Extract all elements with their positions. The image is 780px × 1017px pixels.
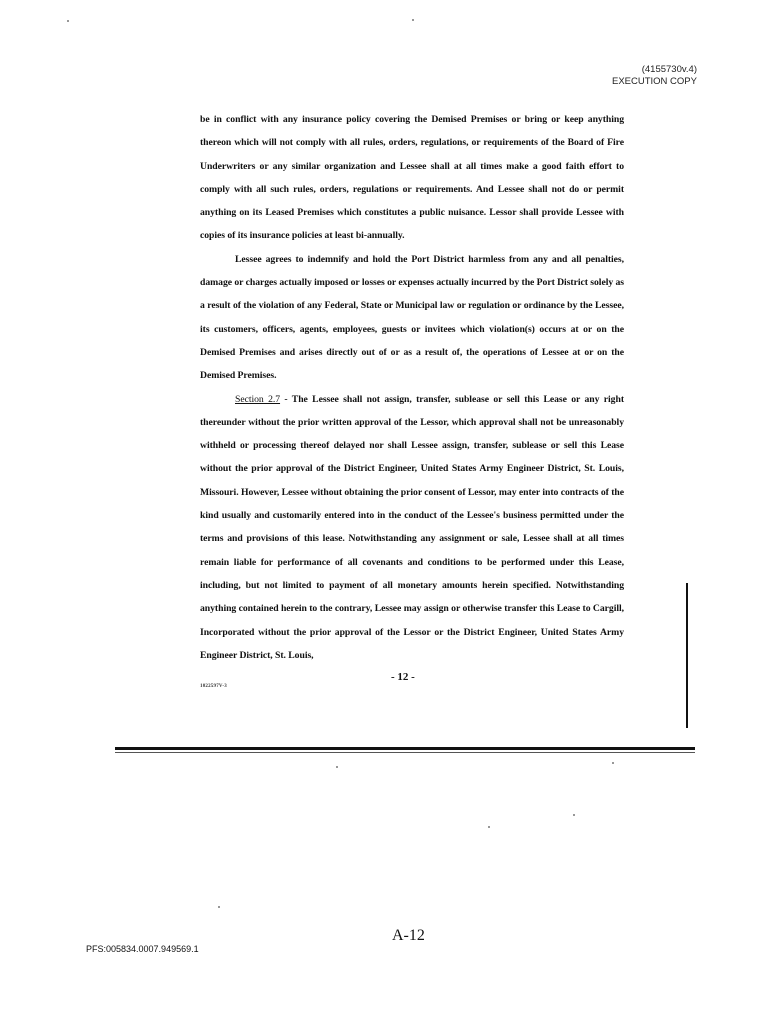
scan-speck [488,826,490,828]
paragraph-insurance: be in conflict with any insurance policy covering the Demised Premises or bring or keep anything thereon which will not comply with all rules, orders, regulations, or requirements of the Board of Fire Underwriters or any similar organization and Lessee shall at all times make a good faith effort to comply with all such rules, orders, regulations or requirements. And Lessee shall not do or permit anything on its Leased Premises which constitutes a public nuisance. Lessor shall provide Lessee with copies of its insurance policies at least bi-annually. [200,114,624,242]
revision-margin-bar [686,583,688,728]
paragraph-assignment [200,388,624,668]
page-divider-rule [115,747,695,750]
scan-speck [412,19,414,21]
copy-type-label: EXECUTION COPY [612,76,697,87]
scan-speck [218,906,220,908]
scan-speck [573,814,575,816]
paragraph-indemnify: Lessee agrees to indemnify and hold the Port District harmless from any and all penalties, damage or charges actually imposed or losses or expenses actually incurred by the Port District solely as a result of the violation of any Federal, State or Municipal law or regulation or ordinance by the Lessee, its customers, officers, agents, employees, guests or invitees which violation(s) occurs at or on the Demised Premises and arises directly out of or as a result of, the operations of Lessee at or on the Demised Premises. [200,253,625,382]
section-reference: Section 2.7 [235,393,281,405]
footer-document-id: PFS:005834.0007.949569.1 [86,944,199,954]
page-divider-rule-thin [115,752,695,753]
scan-speck [612,762,614,764]
document-code: 1022597V-3 [200,684,227,689]
exhibit-page-number: A-12 [392,927,425,944]
document-header [612,64,697,88]
scan-speck [336,766,338,768]
lease-body [200,108,624,667]
scan-speck [67,20,69,22]
assignment-text: - The Lessee shall not assign, transfer, sublease or sell this Lease or any right thereunder without the prior written approval of the Lessor, which approval shall not be unreasonably withheld or processing thereof delayed nor shall Lessee assign, transfer, sublease or sell this Lease without the prior approval of the District Engineer, United States Army Engineer District, St. Louis, Missouri. However, Lessee without obtaining the prior consent of Lessor, may enter into contracts of the kind usually and customarily entered into in the conduct of the Lessee's business permitted under the terms and provisions of this lease. Notwithstanding any assignment or sale, Lessee shall at all times remain liable for performance of all covenants and conditions to be performed under this Lease, including, but not limited to payment of all monetary amounts herein specified. Notwithstanding anything contained herein to the contrary, Lessee may assign or otherwise transfer this Lease to Cargill, Incorporated without the prior approval of the Lessor or the District Engineer, United States Army Engineer District, St. Louis, [200,393,624,661]
page-number: - 12 - [391,671,415,683]
document-number: (4155730v.4) [641,64,697,75]
